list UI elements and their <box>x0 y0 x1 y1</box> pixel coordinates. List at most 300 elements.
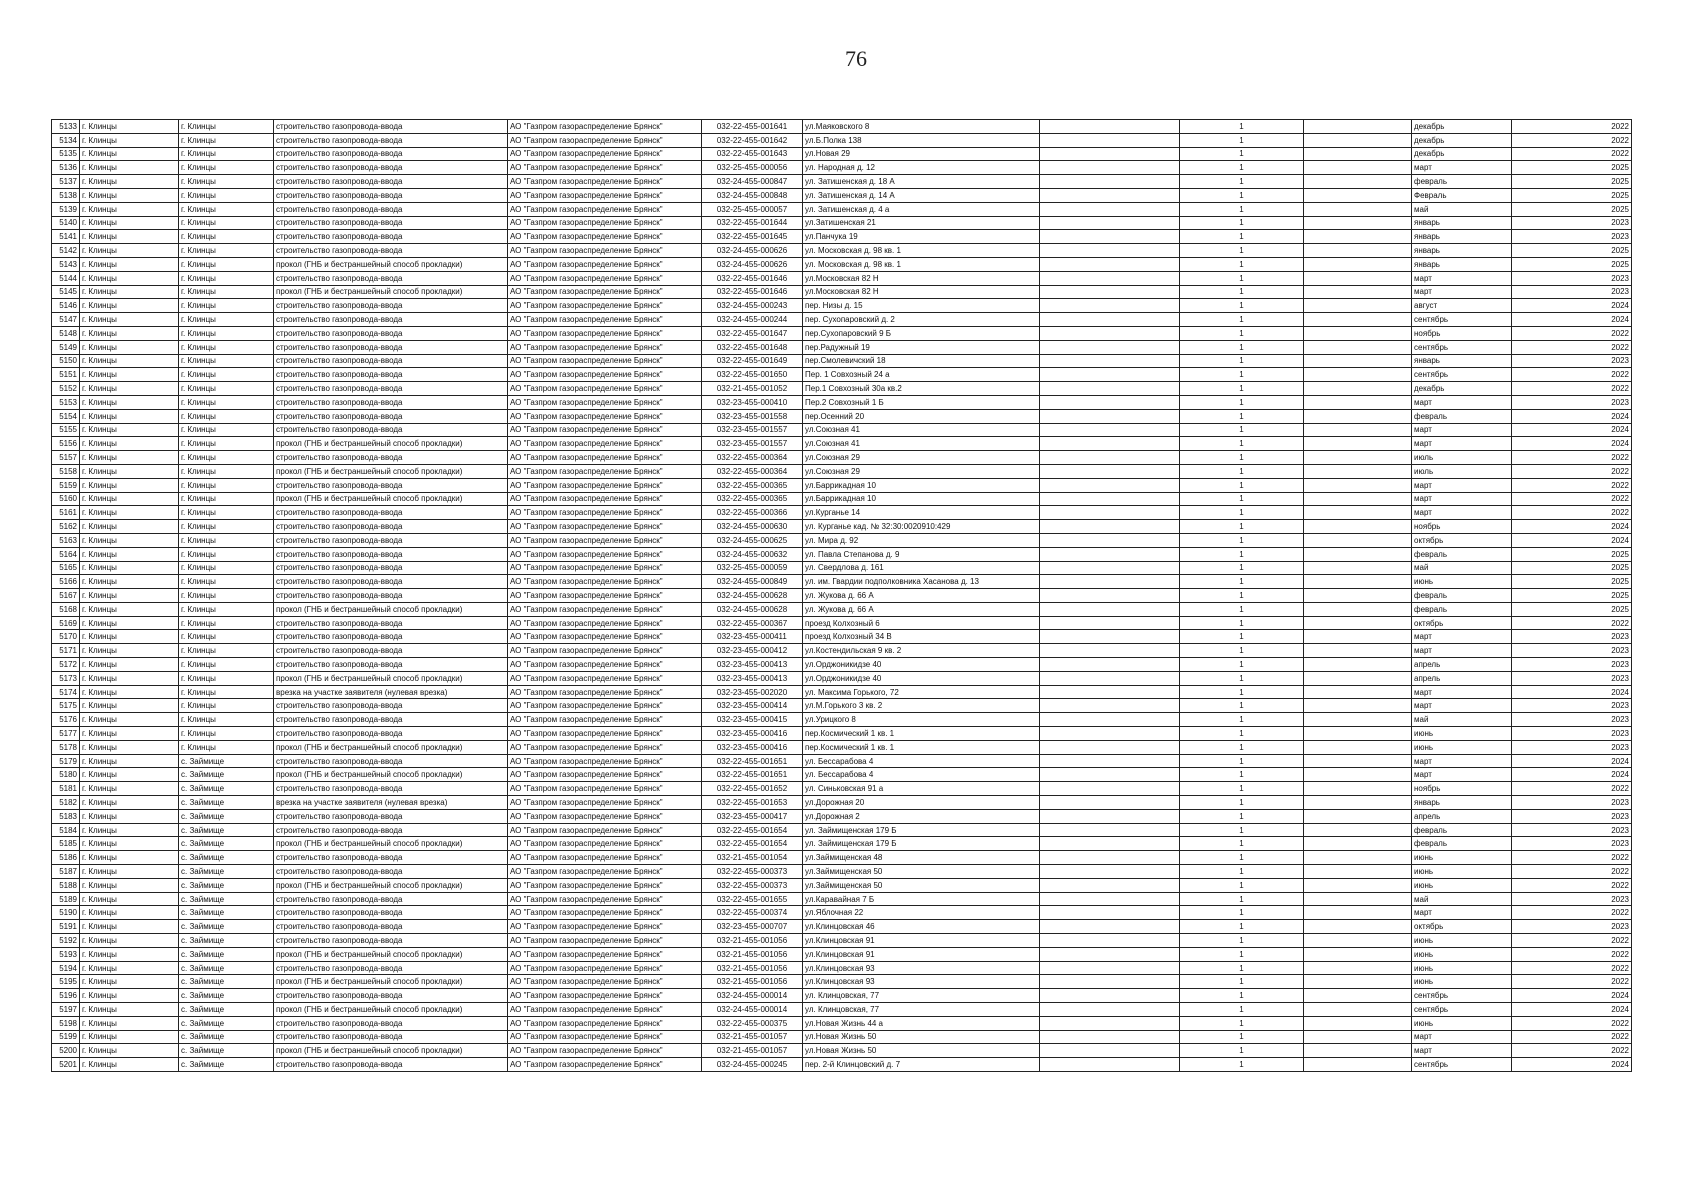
blank-cell <box>1304 878 1412 892</box>
work-type-cell: прокол (ГНБ и бестраншейный способ прокладки) <box>274 602 508 616</box>
work-type-cell: строительство газопровода-ввода <box>274 161 508 175</box>
blank-cell <box>1304 961 1412 975</box>
work-type-cell: строительство газопровода-ввода <box>274 809 508 823</box>
work-type-cell: строительство газопровода-ввода <box>274 451 508 465</box>
registration-code-cell: 032-24-455-000628 <box>702 589 803 603</box>
blank-cell <box>1040 1003 1180 1017</box>
address-cell: ул. Бессарабова 4 <box>803 754 1040 768</box>
table-row <box>52 326 1632 340</box>
row-number: 5197 <box>52 1003 80 1017</box>
address-cell: ул.Клинцовская 91 <box>803 934 1040 948</box>
registration-code-cell: 032-24-455-000849 <box>702 575 803 589</box>
table-row <box>52 244 1632 258</box>
row-number: 5163 <box>52 533 80 547</box>
blank-cell <box>1304 727 1412 741</box>
district-cell: г. Клинцы <box>80 1058 179 1072</box>
organization-cell: АО "Газпром газораспределение Брянск" <box>508 782 702 796</box>
row-number: 5156 <box>52 437 80 451</box>
registration-code-cell: 032-22-455-001643 <box>702 147 803 161</box>
blank-cell <box>1304 175 1412 189</box>
blank-cell <box>1304 575 1412 589</box>
table-row <box>52 271 1632 285</box>
address-cell: ул.Новая 29 <box>803 147 1040 161</box>
address-cell: пер.Радужный 19 <box>803 340 1040 354</box>
registration-code-cell: 032-24-455-000626 <box>702 244 803 258</box>
blank-cell <box>1040 340 1180 354</box>
blank-cell <box>1304 644 1412 658</box>
blank-cell <box>1040 1058 1180 1072</box>
blank-cell <box>1304 299 1412 313</box>
blank-cell <box>1304 464 1412 478</box>
district-cell: г. Клинцы <box>80 809 179 823</box>
address-cell: ул.Клинцовская 91 <box>803 947 1040 961</box>
blank-cell <box>1040 561 1180 575</box>
address-cell: ул.Союзная 29 <box>803 451 1040 465</box>
row-number: 5141 <box>52 230 80 244</box>
year-cell: 2025 <box>1512 575 1632 589</box>
month-cell: июнь <box>1412 575 1512 589</box>
locality-cell: г. Клинцы <box>179 395 274 409</box>
blank-cell <box>1040 202 1180 216</box>
table-row <box>52 809 1632 823</box>
work-type-cell: строительство газопровода-ввода <box>274 989 508 1003</box>
address-cell: ул.Панчука 19 <box>803 230 1040 244</box>
month-cell: январь <box>1412 244 1512 258</box>
row-number: 5152 <box>52 382 80 396</box>
district-cell: г. Клинцы <box>80 602 179 616</box>
blank-cell <box>1040 947 1180 961</box>
year-cell: 2024 <box>1512 754 1632 768</box>
year-cell: 2023 <box>1512 230 1632 244</box>
blank-cell <box>1304 754 1412 768</box>
work-type-cell: прокол (ГНБ и бестраншейный способ прокладки) <box>274 1003 508 1017</box>
year-cell: 2023 <box>1512 713 1632 727</box>
blank-cell <box>1040 161 1180 175</box>
row-number: 5185 <box>52 837 80 851</box>
district-cell: г. Клинцы <box>80 1044 179 1058</box>
row-number: 5181 <box>52 782 80 796</box>
address-cell: пер. Сухопаровский д. 2 <box>803 313 1040 327</box>
organization-cell: АО "Газпром газораспределение Брянск" <box>508 257 702 271</box>
district-cell: г. Клинцы <box>80 754 179 768</box>
locality-cell: г. Клинцы <box>179 147 274 161</box>
locality-cell: г. Клинцы <box>179 533 274 547</box>
quantity-cell: 1 <box>1180 865 1304 879</box>
quantity-cell: 1 <box>1180 989 1304 1003</box>
blank-cell <box>1040 616 1180 630</box>
row-number: 5195 <box>52 975 80 989</box>
month-cell: февраль <box>1412 175 1512 189</box>
blank-cell <box>1304 561 1412 575</box>
quantity-cell: 1 <box>1180 1044 1304 1058</box>
row-number: 5198 <box>52 1016 80 1030</box>
locality-cell: г. Клинцы <box>179 589 274 603</box>
locality-cell: г. Клинцы <box>179 216 274 230</box>
quantity-cell: 1 <box>1180 340 1304 354</box>
registration-code-cell: 032-23-455-000415 <box>702 713 803 727</box>
blank-cell <box>1304 409 1412 423</box>
blank-cell <box>1304 934 1412 948</box>
year-cell: 2025 <box>1512 561 1632 575</box>
address-cell: ул. им. Гвардии подполковника Хасанова д. 13 <box>803 575 1040 589</box>
blank-cell <box>1040 892 1180 906</box>
row-number: 5187 <box>52 865 80 879</box>
address-cell: ул. Народная д. 12 <box>803 161 1040 175</box>
locality-cell: г. Клинцы <box>179 202 274 216</box>
row-number: 5137 <box>52 175 80 189</box>
address-cell: ул.Курганье 14 <box>803 506 1040 520</box>
work-type-cell: строительство газопровода-ввода <box>274 423 508 437</box>
blank-cell <box>1040 1016 1180 1030</box>
registration-code-cell: 032-23-455-000411 <box>702 630 803 644</box>
month-cell: март <box>1412 437 1512 451</box>
district-cell: г. Клинцы <box>80 354 179 368</box>
registration-code-cell: 032-23-455-000413 <box>702 671 803 685</box>
month-cell: декабрь <box>1412 120 1512 134</box>
organization-cell: АО "Газпром газораспределение Брянск" <box>508 175 702 189</box>
organization-cell: АО "Газпром газораспределение Брянск" <box>508 823 702 837</box>
registration-code-cell: 032-23-455-000414 <box>702 699 803 713</box>
registration-code-cell: 032-21-455-001052 <box>702 382 803 396</box>
month-cell: март <box>1412 1044 1512 1058</box>
registration-code-cell: 032-22-455-000364 <box>702 464 803 478</box>
work-type-cell: строительство газопровода-ввода <box>274 892 508 906</box>
district-cell: г. Клинцы <box>80 823 179 837</box>
table-row <box>52 1003 1632 1017</box>
table-row <box>52 506 1632 520</box>
address-cell: ул.Клинцовская 93 <box>803 975 1040 989</box>
registration-code-cell: 032-21-455-001056 <box>702 934 803 948</box>
organization-cell: АО "Газпром газораспределение Брянск" <box>508 837 702 851</box>
district-cell: г. Клинцы <box>80 851 179 865</box>
district-cell: г. Клинцы <box>80 520 179 534</box>
work-type-cell: строительство газопровода-ввода <box>274 754 508 768</box>
organization-cell: АО "Газпром газораспределение Брянск" <box>508 892 702 906</box>
blank-cell <box>1040 216 1180 230</box>
quantity-cell: 1 <box>1180 1016 1304 1030</box>
blank-cell <box>1040 188 1180 202</box>
registration-code-cell: 032-25-455-000056 <box>702 161 803 175</box>
year-cell: 2022 <box>1512 506 1632 520</box>
row-number: 5176 <box>52 713 80 727</box>
work-type-cell: прокол (ГНБ и бестраншейный способ прокладки) <box>274 257 508 271</box>
blank-cell <box>1304 368 1412 382</box>
address-cell: ул.Маяковского 8 <box>803 120 1040 134</box>
locality-cell: г. Клинцы <box>179 699 274 713</box>
registration-code-cell: 032-24-455-000014 <box>702 1003 803 1017</box>
address-cell: пер.Космический 1 кв. 1 <box>803 727 1040 741</box>
year-cell: 2022 <box>1512 133 1632 147</box>
blank-cell <box>1304 120 1412 134</box>
organization-cell: АО "Газпром газораспределение Брянск" <box>508 561 702 575</box>
district-cell: г. Клинцы <box>80 161 179 175</box>
year-cell: 2023 <box>1512 796 1632 810</box>
district-cell: г. Клинцы <box>80 865 179 879</box>
locality-cell: с. Займище <box>179 906 274 920</box>
blank-cell <box>1304 202 1412 216</box>
address-cell: пер.Осенний 20 <box>803 409 1040 423</box>
locality-cell: с. Займище <box>179 975 274 989</box>
address-cell: ул.Баррикадная 10 <box>803 478 1040 492</box>
table-row <box>52 561 1632 575</box>
district-cell: г. Клинцы <box>80 713 179 727</box>
quantity-cell: 1 <box>1180 409 1304 423</box>
quantity-cell: 1 <box>1180 547 1304 561</box>
district-cell: г. Клинцы <box>80 975 179 989</box>
work-type-cell: строительство газопровода-ввода <box>274 368 508 382</box>
year-cell: 2022 <box>1512 616 1632 630</box>
quantity-cell: 1 <box>1180 602 1304 616</box>
work-type-cell: строительство газопровода-ввода <box>274 230 508 244</box>
district-cell: г. Клинцы <box>80 533 179 547</box>
blank-cell <box>1304 451 1412 465</box>
address-cell: ул.Союзная 41 <box>803 437 1040 451</box>
work-type-cell: строительство газопровода-ввода <box>274 340 508 354</box>
address-cell: ул. Клинцовская, 77 <box>803 1003 1040 1017</box>
blank-cell <box>1304 437 1412 451</box>
locality-cell: г. Клинцы <box>179 644 274 658</box>
year-cell: 2022 <box>1512 368 1632 382</box>
work-type-cell: строительство газопровода-ввода <box>274 382 508 396</box>
blank-cell <box>1040 768 1180 782</box>
district-cell: г. Клинцы <box>80 561 179 575</box>
organization-cell: АО "Газпром газораспределение Брянск" <box>508 120 702 134</box>
registration-code-cell: 032-22-455-000375 <box>702 1016 803 1030</box>
row-number: 5196 <box>52 989 80 1003</box>
quantity-cell: 1 <box>1180 671 1304 685</box>
row-number: 5160 <box>52 492 80 506</box>
address-cell: ул. Курганье кад. № 32:30:0020910:429 <box>803 520 1040 534</box>
district-cell: г. Клинцы <box>80 644 179 658</box>
row-number: 5159 <box>52 478 80 492</box>
year-cell: 2023 <box>1512 644 1632 658</box>
district-cell: г. Клинцы <box>80 216 179 230</box>
work-type-cell: строительство газопровода-ввода <box>274 561 508 575</box>
month-cell: февраль <box>1412 837 1512 851</box>
year-cell: 2025 <box>1512 175 1632 189</box>
row-number: 5135 <box>52 147 80 161</box>
row-number: 5184 <box>52 823 80 837</box>
organization-cell: АО "Газпром газораспределение Брянск" <box>508 547 702 561</box>
year-cell: 2023 <box>1512 727 1632 741</box>
district-cell: г. Клинцы <box>80 202 179 216</box>
year-cell: 2024 <box>1512 768 1632 782</box>
quantity-cell: 1 <box>1180 878 1304 892</box>
year-cell: 2023 <box>1512 671 1632 685</box>
registration-code-cell: 032-22-455-001641 <box>702 120 803 134</box>
organization-cell: АО "Газпром газораспределение Брянск" <box>508 230 702 244</box>
row-number: 5191 <box>52 920 80 934</box>
organization-cell: АО "Газпром газораспределение Брянск" <box>508 809 702 823</box>
row-number: 5149 <box>52 340 80 354</box>
row-number: 5136 <box>52 161 80 175</box>
table-row <box>52 851 1632 865</box>
locality-cell: г. Клинцы <box>179 506 274 520</box>
registration-code-cell: 032-21-455-001057 <box>702 1030 803 1044</box>
address-cell: ул.Клинцовская 93 <box>803 961 1040 975</box>
row-number: 5192 <box>52 934 80 948</box>
blank-cell <box>1040 975 1180 989</box>
month-cell: декабрь <box>1412 133 1512 147</box>
month-cell: июнь <box>1412 865 1512 879</box>
locality-cell: с. Займище <box>179 768 274 782</box>
work-type-cell: строительство газопровода-ввода <box>274 699 508 713</box>
quantity-cell: 1 <box>1180 947 1304 961</box>
locality-cell: с. Займище <box>179 1030 274 1044</box>
month-cell: март <box>1412 492 1512 506</box>
month-cell: январь <box>1412 257 1512 271</box>
month-cell: июль <box>1412 451 1512 465</box>
table-row <box>52 464 1632 478</box>
blank-cell <box>1304 1058 1412 1072</box>
organization-cell: АО "Газпром газораспределение Брянск" <box>508 740 702 754</box>
blank-cell <box>1040 313 1180 327</box>
district-cell: г. Клинцы <box>80 423 179 437</box>
address-cell: ул.Московская 82 Н <box>803 271 1040 285</box>
address-cell: ул. Жукова д. 66 А <box>803 602 1040 616</box>
district-cell: г. Клинцы <box>80 326 179 340</box>
registration-code-cell: 032-22-455-001650 <box>702 368 803 382</box>
work-type-cell: строительство газопровода-ввода <box>274 1016 508 1030</box>
year-cell: 2022 <box>1512 961 1632 975</box>
year-cell: 2024 <box>1512 520 1632 534</box>
locality-cell: г. Клинцы <box>179 630 274 644</box>
month-cell: сентябрь <box>1412 340 1512 354</box>
address-cell: ул.Новая Жизнь 44 а <box>803 1016 1040 1030</box>
district-cell: г. Клинцы <box>80 878 179 892</box>
row-number: 5199 <box>52 1030 80 1044</box>
work-type-cell: строительство газопровода-ввода <box>274 175 508 189</box>
address-cell: ул. Максима Горького, 72 <box>803 685 1040 699</box>
quantity-cell: 1 <box>1180 520 1304 534</box>
locality-cell: г. Клинцы <box>179 120 274 134</box>
organization-cell: АО "Газпром газораспределение Брянск" <box>508 285 702 299</box>
district-cell: г. Клинцы <box>80 947 179 961</box>
locality-cell: с. Займище <box>179 1044 274 1058</box>
blank-cell <box>1304 920 1412 934</box>
year-cell: 2022 <box>1512 451 1632 465</box>
blank-cell <box>1304 533 1412 547</box>
address-cell: ул.Затишенская 21 <box>803 216 1040 230</box>
table-body <box>52 120 1632 1072</box>
registration-code-cell: 032-22-455-000374 <box>702 906 803 920</box>
table-row <box>52 644 1632 658</box>
organization-cell: АО "Газпром газораспределение Брянск" <box>508 906 702 920</box>
district-cell: г. Клинцы <box>80 934 179 948</box>
district-cell: г. Клинцы <box>80 340 179 354</box>
row-number: 5190 <box>52 906 80 920</box>
year-cell: 2025 <box>1512 257 1632 271</box>
quantity-cell: 1 <box>1180 451 1304 465</box>
month-cell: март <box>1412 478 1512 492</box>
locality-cell: с. Займище <box>179 865 274 879</box>
row-number: 5147 <box>52 313 80 327</box>
organization-cell: АО "Газпром газораспределение Брянск" <box>508 920 702 934</box>
blank-cell <box>1304 823 1412 837</box>
quantity-cell: 1 <box>1180 147 1304 161</box>
year-cell: 2023 <box>1512 354 1632 368</box>
locality-cell: с. Займище <box>179 1016 274 1030</box>
year-cell: 2025 <box>1512 589 1632 603</box>
row-number: 5180 <box>52 768 80 782</box>
locality-cell: с. Займище <box>179 1058 274 1072</box>
quantity-cell: 1 <box>1180 809 1304 823</box>
organization-cell: АО "Газпром газораспределение Брянск" <box>508 878 702 892</box>
organization-cell: АО "Газпром газораспределение Брянск" <box>508 796 702 810</box>
quantity-cell: 1 <box>1180 382 1304 396</box>
month-cell: ноябрь <box>1412 782 1512 796</box>
quantity-cell: 1 <box>1180 120 1304 134</box>
district-cell: г. Клинцы <box>80 244 179 258</box>
quantity-cell: 1 <box>1180 354 1304 368</box>
blank-cell <box>1040 602 1180 616</box>
organization-cell: АО "Газпром газораспределение Брянск" <box>508 299 702 313</box>
quantity-cell: 1 <box>1180 257 1304 271</box>
row-number: 5161 <box>52 506 80 520</box>
blank-cell <box>1304 699 1412 713</box>
blank-cell <box>1304 230 1412 244</box>
registration-code-cell: 032-21-455-001056 <box>702 961 803 975</box>
registration-code-cell: 032-22-455-001655 <box>702 892 803 906</box>
row-number: 5193 <box>52 947 80 961</box>
locality-cell: г. Клинцы <box>179 175 274 189</box>
district-cell: г. Клинцы <box>80 671 179 685</box>
blank-cell <box>1040 326 1180 340</box>
blank-cell <box>1040 685 1180 699</box>
blank-cell <box>1040 920 1180 934</box>
work-type-cell: строительство газопровода-ввода <box>274 354 508 368</box>
blank-cell <box>1304 271 1412 285</box>
address-cell: ул. Клинцовская, 77 <box>803 989 1040 1003</box>
registration-code-cell: 032-24-455-000243 <box>702 299 803 313</box>
table-row <box>52 257 1632 271</box>
organization-cell: АО "Газпром газораспределение Брянск" <box>508 589 702 603</box>
registration-code-cell: 032-24-455-000630 <box>702 520 803 534</box>
month-cell: июнь <box>1412 1016 1512 1030</box>
year-cell: 2023 <box>1512 285 1632 299</box>
blank-cell <box>1040 271 1180 285</box>
blank-cell <box>1040 1044 1180 1058</box>
row-number: 5169 <box>52 616 80 630</box>
year-cell: 2024 <box>1512 437 1632 451</box>
locality-cell: г. Клинцы <box>179 658 274 672</box>
locality-cell: г. Клинцы <box>179 616 274 630</box>
registration-code-cell: 032-22-455-000364 <box>702 451 803 465</box>
locality-cell: с. Займище <box>179 837 274 851</box>
work-type-cell: прокол (ГНБ и бестраншейный способ прокладки) <box>274 768 508 782</box>
blank-cell <box>1304 257 1412 271</box>
blank-cell <box>1304 796 1412 810</box>
year-cell: 2023 <box>1512 395 1632 409</box>
work-type-cell: строительство газопровода-ввода <box>274 120 508 134</box>
quantity-cell: 1 <box>1180 713 1304 727</box>
district-cell: г. Клинцы <box>80 740 179 754</box>
table-row <box>52 740 1632 754</box>
blank-cell <box>1040 230 1180 244</box>
organization-cell: АО "Газпром газораспределение Брянск" <box>508 147 702 161</box>
address-cell: ул. Мира д. 92 <box>803 533 1040 547</box>
blank-cell <box>1304 188 1412 202</box>
table-row <box>52 754 1632 768</box>
row-number: 5201 <box>52 1058 80 1072</box>
work-type-cell: строительство газопровода-ввода <box>274 478 508 492</box>
year-cell: 2022 <box>1512 464 1632 478</box>
year-cell: 2025 <box>1512 188 1632 202</box>
row-number: 5146 <box>52 299 80 313</box>
district-cell: г. Клинцы <box>80 409 179 423</box>
work-type-cell: строительство газопровода-ввода <box>274 906 508 920</box>
organization-cell: АО "Газпром газораспределение Брянск" <box>508 699 702 713</box>
